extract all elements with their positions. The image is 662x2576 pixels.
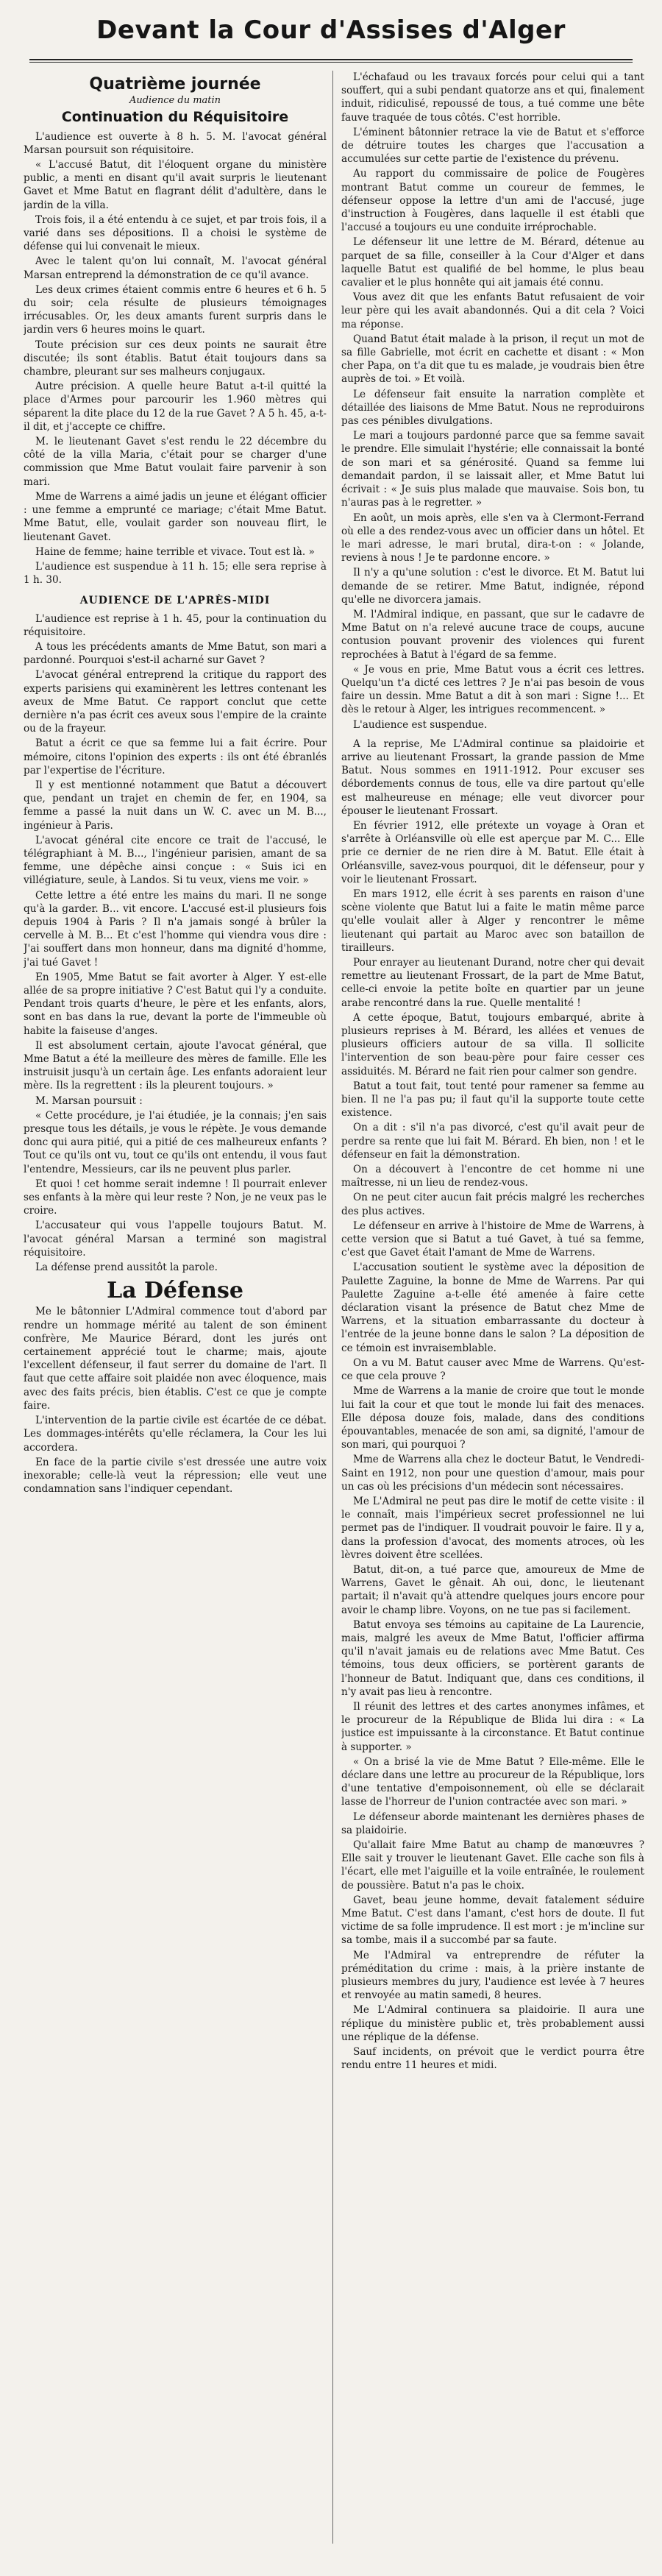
article-paragraph: L'éminent bâtonnier retrace la vie de Batut et s'efforce de détruire toutes les charges que l'accusation a accumulées sur cette partie de l'existence du prévenu.	[341, 126, 644, 166]
article-paragraph: A tous les précédents amants de Mme Batut, son mari a pardonné. Pourquoi s'est-il acharné sur Gavet ?	[24, 640, 327, 667]
column-divider	[332, 71, 333, 2544]
article-paragraph: L'audience est suspendue.	[353, 718, 488, 731]
section-banner: La Défense	[107, 1278, 243, 1304]
article-paragraph: La défense prend aussitôt la parole.	[35, 1262, 218, 1274]
article-paragraph: Me L'Admiral continuera sa plaidoirie. Il aura une réplique du ministère public et, très probablement aussi une réplique de la défense.	[341, 2004, 644, 2043]
article-paragraph: M. Marsan poursuit :	[35, 1094, 143, 1107]
article-paragraph: Le défenseur aborde maintenant les dernières phases de sa plaidoirie.	[341, 1811, 644, 1836]
article-paragraph: Qu'allait faire Mme Batut au champ de manœuvres ? Elle sait y trouver le lieutenant Gavet. Elle cache son fils à l'écart, elle met l'aiguille et la voile entraînée, le roulement de poussière. Batut n'a pas le choix.	[341, 1839, 644, 1892]
article-paragraph: M. l'Admiral indique, en passant, que sur le cadavre de Mme Batut on n'a relevé aucune trace de coups, aucune contusion pouvant provenir des violences qui furent reprochées à Batut à l'égard de sa femme.	[341, 608, 644, 661]
article-paragraph: L'accusateur qui vous l'appelle toujours Batut. M. l'avocat général Marsan a terminé son magistral réquisitoire.	[24, 1220, 327, 1259]
article-paragraph: L'avocat général cite encore ce trait de l'accusé, le télégraphiant à M. B..., l'ingénieur parisien, amant de sa femme, une dépêche ainsi conçue : « Suis ici en villégiature, seule, à Landos. Si tu veux, viens me voir. »	[24, 834, 327, 887]
article-paragraph: En février 1912, elle prétexte un voyage à Oran et s'arrête à Orléansville où elle est aperçue par M. C... Elle prie ce dernier de ne rien dire à M. Batut. Elle était à Orléansville, savez-vous pourquoi, dit le défenseur, pour y voir le lieutenant Frossart.	[341, 819, 644, 885]
article-paragraph: A cette époque, Batut, toujours embarqué, abrite à plusieurs reprises à M. Bérard, les allées et venues de plusieurs officiers autour de sa villa. Il sollicite l'intervention de son beau-père pour faire cesser ces assiduités. M. Bérard ne fait rien pour calmer son gendre.	[341, 1011, 644, 1078]
article-paragraph: Batut a écrit ce que sa femme lui a fait écrire. Pour mémoire, citons l'opinion des experts : ils ont été ébranlés par l'expertise de l'écriture.	[24, 737, 327, 776]
article-paragraph: Il y est mentionné notamment que Batut a découvert que, pendant un trajet en chemin de fer, en 1904, sa femme a passé la nuit dans un W. C. avec un M. B..., ingénieur à Paris.	[24, 779, 327, 832]
article-paragraph: On a vu M. Batut causer avec Mme de Warrens. Qu'est-ce que cela prouve ?	[341, 1356, 644, 1383]
article-paragraph: Mme de Warrens a aimé jadis un jeune et élégant officier : une femme a emprunté ce mariage; c'était Mme Batut. Mme Batut, elle, voulait garder son nouveau flirt, le lieutenant Gavet.	[24, 490, 327, 543]
article-paragraph: « Cette procédure, je l'ai étudiée, je la connais; j'en sais presque tous les détails, je vous le répète. Je vous demande donc qui aura pitié, qui a pitié de ces malheureux enfants ? Tout ce qu'ils ont vu, tout ce qu'ils ont entendu, il vous faut l'entendre, Messieurs, car ils ne peuvent plus parler.	[24, 1109, 327, 1175]
article-paragraph: Mme de Warrens alla chez le docteur Batut, le Vendredi-Saint en 1912, non pour une question d'amour, mais pour un cas où les précisions d'un médecin sont nécessaires.	[341, 1454, 644, 1493]
article-paragraph: L'audience est reprise à 1 h. 45, pour la continuation du réquisitoire.	[24, 612, 327, 638]
headline-rule-top	[29, 59, 633, 60]
article-paragraph: Mme de Warrens a la manie de croire que tout le monde lui fait la cour et que tout le monde lui fait des menaces. Elle déposa douze fois, malade, dans des conditions épouvantables, menacée de son ami, sa dignité, l'amour de son mari, qui pourquoi ?	[341, 1385, 644, 1451]
article-paragraph: Sauf incidents, on prévoit que le verdict pourra être rendu entre 11 heures et midi.	[341, 2046, 644, 2072]
article-paragraph: Il réunit des lettres et des cartes anonymes infâmes, et le procureur de la République de Blida lui dira : « La justice est impuissante à la circonstance. Et Batut continue à supporter. »	[341, 1700, 644, 1753]
right-column	[341, 71, 644, 2566]
article-paragraph: Et quoi ! cet homme serait indemne ! Il pourrait enlever ses enfants à la mère qui leur reste ? Non, je ne veux pas le croire.	[24, 1178, 327, 1217]
article-paragraph: Haine de femme; haine terrible et vivace. Tout est là. »	[35, 545, 315, 558]
article-paragraph: Vous avez dit que les enfants Batut refusaient de voir leur père qui les avait abandonnés. Qui a dit cela ? Voici ma réponse.	[341, 291, 644, 330]
section-heading: Continuation du Réquisitoire	[61, 109, 289, 126]
article-paragraph: Avec le talent qu'on lui connaît, M. l'avocat général Marsan entreprend la démonstration de ce qu'il avance.	[24, 255, 327, 281]
article-paragraph: Toute précision sur ces deux points ne saurait être discutée; ils sont établis. Batut était toujours dans sa chambre, pleurant sur ses malheurs conjugaux.	[24, 339, 327, 378]
headline-rule-bottom	[29, 62, 633, 63]
article-paragraph: L'avocat général entreprend la critique du rapport des experts parisiens qui examinèrent les lettres contenant les aveux de Mme Batut. Ce rapport conclut que cette dernière n'a pas écrit ces aveux sous l'empire de la crainte ou de la frayeur.	[24, 669, 327, 735]
article-paragraph: En 1905, Mme Batut se fait avorter à Alger. Y est-elle allée de sa propre initiative ? C'est Batut qui l'y a conduite. Pendant trois quarts d'heure, le père et les enfants, alors, sont en bas dans la rue, devant la porte de l'immeuble où habite la faiseuse d'anges.	[24, 971, 327, 1037]
article-paragraph: Il est absolument certain, ajoute l'avocat général, que Mme Batut a été la meilleure des mères de famille. Elle les instruisit jusqu'à un certain âge. Les enfants adoraient leur mère. Ils la regrettent : ils la pleurent toujours. »	[24, 1039, 327, 1092]
article-paragraph: « On a brisé la vie de Mme Batut ? Elle-même. Elle le déclare dans une lettre au procureur de la République, lors d'une tentative d'empoisonnement, où elle se déclarait lasse de l'horreur de l'union contractée avec son mari. »	[341, 1755, 644, 1808]
article-paragraph: Il n'y a qu'une solution : c'est le divorce. Et M. Batut lui demande de se retirer. Mme Batut, indignée, répond qu'elle ne divorcera jamais.	[341, 567, 644, 606]
article-paragraph: « L'accusé Batut, dit l'éloquent organe du ministère public, a menti en disant qu'il avait surpris le lieutenant Gavet et Mme Batut en flagrant délit d'adultère, dans le jardin de la villa.	[24, 159, 327, 211]
article-paragraph: Batut envoya ses témoins au capitaine de La Laurencie, mais, malgré les aveux de Mme Batut, l'officier affirma qu'il n'avait jamais eu de relations avec Mme Batut. Ces témoins, tous deux officiers, se portèrent garants de l'honneur de Batut. Indiquant que, dans ces conditions, il n'y avait pas lieu à rencontre.	[341, 1618, 644, 1698]
article-paragraph: Cette lettre a été entre les mains du mari. Il ne songe qu'à la garder. B... vit encore. L'accusé est-il plusieurs fois depuis 1904 à Paris ? Il n'a jamais songé à brûler la cervelle à M. B... Et c'est l'homme qui viendra vous dire : J'ai souffert dans mon honneur, dans ma dignité d'homme, j'ai tué Gavet !	[24, 889, 327, 969]
article-paragraph: On a découvert à l'encontre de cet homme ni une maîtresse, ni un lieu de rendez-vous.	[341, 1164, 644, 1189]
article-paragraph: L'intervention de la partie civile est écartée de ce débat. Les dommages-intérêts qu'elle réclamera, la Cour les lui accordera.	[24, 1415, 327, 1454]
article-paragraph: Le défenseur en arrive à l'histoire de Mme de Warrens, à cette version que si Batut a tué Gavet, à tué sa femme, c'est que Gavet était l'amant de Mme de Warrens.	[341, 1220, 644, 1259]
article-paragraph: « Je vous en prie, Mme Batut vous a écrit ces lettres. Quelqu'un t'a dicté ces lettres ? Je n'ai pas besoin de vous faire un dessin. Mme Batut a dit à son mari : Signe !... Et dès le retour à Alger, les intrigues recommencent. »	[341, 663, 644, 716]
article-paragraph: Au rapport du commissaire de police de Fougères montrant Batut comme un coureur de femmes, le défenseur oppose la lettre d'un ami de l'accusé, juge d'instruction à Fougères, dans laquelle il est établi que l'accusé a toujours eu une conduite irréprochable.	[341, 168, 644, 234]
article-paragraph: Quand Batut était malade à la prison, il reçut un mot de sa fille Gabrielle, mot écrit en cachette et disant : « Mon cher Papa, on t'a dit que tu es malade, je voudrais bien être auprès de toi. » Et voilà.	[341, 333, 644, 386]
article-paragraph: En face de la partie civile s'est dressée une autre voix inexorable; celle-là veut la répression; elle veut une condamnation sans l'indiquer cependant.	[24, 1456, 327, 1496]
page-headline: Devant la Cour d'Assises d'Alger	[96, 15, 566, 45]
article-paragraph: L'audience est ouverte à 8 h. 5. M. l'avocat général Marsan poursuit son réquisitoire.	[24, 130, 327, 156]
article-paragraph: Me l'Admiral va entreprendre de réfuter la préméditation du crime : mais, à la prière instante de plusieurs membres du jury, l'audience est levée à 7 heures et renvoyée au matin samedi, 8 heures.	[341, 1949, 644, 2002]
article-paragraph: Me le bâtonnier L'Admiral commence tout d'abord par rendre un hommage mérité au talent de son éminent confrère, Me Maurice Bérard, dont les jurés ont certainement apprécié tout le charme; mais, ajoute l'excellent défenseur, il faut serrer du domaine de l'art. Il faut que cette affaire soit plaidée non avec éloquence, mais avec des faits précis, bien établis. C'est ce que je compte faire.	[24, 1306, 327, 1412]
section-subheading: AUDIENCE DE L'APRÈS-MIDI	[79, 595, 271, 607]
section-title: Quatrième journée	[89, 75, 261, 93]
article-paragraph: L'échafaud ou les travaux forcés pour celui qui a tant souffert, qui a subi pendant quatorze ans et qui, finalement induit, ridiculisé, repoussé de tous, a tué comme une bête fauve traquée de tous côtés. C'est horrible.	[341, 71, 644, 124]
article-paragraph: Batut a tout fait, tout tenté pour ramener sa femme au bien. Il ne l'a pas pu; il faut qu'il la supporte toute cette existence.	[341, 1080, 644, 1119]
article-paragraph: L'audience est suspendue à 11 h. 15; elle sera reprise à 1 h. 30.	[24, 560, 327, 587]
article-paragraph: Pour enrayer au lieutenant Durand, notre cher qui devait remettre au lieutenant Frossart, de la part de Mme Batut, celle-ci envoie la petite boîte en quartier par un jeune arabe rencontré dans la rue. Quelle mentalité !	[341, 957, 644, 1009]
section-subtitle: Audience du matin	[129, 95, 221, 107]
article-paragraph: Le défenseur lit une lettre de M. Bérard, détenue au parquet de sa fille, conseiller à la Cour d'Alger et dans laquelle Batut est qualifié de bel homme, le plus beau cavalier et le plus honnête qui ait jamais été connu.	[341, 236, 644, 289]
article-paragraph: Me L'Admiral ne peut pas dire le motif de cette visite : il le connaît, mais l'impérieux secret professionnel ne lui permet pas de l'indiquer. Il voudrait pouvoir le faire. Il y a, dans la profession d'avocat, des moments atroces, où les lèvres doivent être scellées.	[341, 1495, 644, 1561]
left-column	[24, 71, 327, 2566]
article-paragraph: A la reprise, Me L'Admiral continue sa plaidoirie et arrive au lieutenant Frossart, la grande passion de Mme Batut. Nous sommes en 1911-1912. Pour excuser ses débordements connus de tous, elle va dire partout qu'elle est malheureuse en ménage; elle veut divorcer pour épouser le lieutenant Frossart.	[341, 737, 644, 817]
article-paragraph: On ne peut citer aucun fait précis malgré les recherches des plus actives.	[341, 1192, 644, 1217]
article-paragraph: Le mari a toujours pardonné parce que sa femme savait le prendre. Elle simulait l'hystérie; elle connaissait la bonté de son mari et sa générosité. Quand sa femme lui demandait pardon, il se laissait aller, et Mme Batut lui écrivait : « Je suis plus malade que mauvaise. Sois bon, tu n'auras pas à le regretter. »	[341, 430, 644, 509]
article-paragraph: Gavet, beau jeune homme, devait fatalement séduire Mme Batut. C'est dans l'amant, c'est hors de doute. Il fut victime de sa folle imprudence. Il est mort : je m'incline sur sa tombe, mais il a succombé par sa faute.	[341, 1894, 644, 1947]
article-paragraph: Le défenseur fait ensuite la narration complète et détaillée des liaisons de Mme Batut. Nous ne reproduirons pas ces pénibles divulgations.	[341, 388, 644, 428]
article-paragraph: En août, un mois après, elle s'en va à Clermont-Ferrand où elle a des rendez-vous avec un officier dans un hôtel. Et le mari adresse, le mari brutal, dira-t-on : « Jolande, reviens à nous ! Je te pardonne encore. »	[341, 512, 644, 565]
article-paragraph: Trois fois, il a été entendu à ce sujet, et par trois fois, il a varié dans ses dépositions. Il a choisi le système de défense qui lui convenait le mieux.	[24, 213, 327, 253]
article-paragraph: En mars 1912, elle écrit à ses parents en raison d'une scène violente que Batut lui a faite le matin même parce qu'elle voulait aller à Alger y rencontrer le même lieutenant qui partait au Maroc avec son bataillon de tirailleurs.	[341, 888, 644, 954]
article-paragraph: M. le lieutenant Gavet s'est rendu le 22 décembre du côté de la villa Maria, c'était pour se charger d'une commission que Mme Batut voulait faire parvenir à son mari.	[24, 436, 327, 488]
article-paragraph: Les deux crimes étaient commis entre 6 heures et 6 h. 5 du soir; cela résulte de plusieurs témoignages irrécusables. Or, les deux amants furent surpris dans le jardin vers 6 heures moins le quart.	[24, 283, 327, 336]
article-paragraph: On a dit : s'il n'a pas divorcé, c'est qu'il avait peur de perdre sa rente que lui fait M. Bérard. Eh bien, non ! et le défenseur en fait la démonstration.	[341, 1122, 644, 1161]
article-paragraph: Autre précision. A quelle heure Batut a-t-il quitté la place d'Armes pour parcourir les 1.960 mètres qui séparent la dite place du 12 de la rue Gavet ? A 5 h. 45, a-t-il dit, et j'accepte ce chiffre.	[24, 381, 327, 433]
article-paragraph: Batut, dit-on, a tué parce que, amoureux de Mme de Warrens, Gavet le gênait. Ah oui, donc, le lieutenant partait; il n'avait qu'à attendre quelques jours encore pour avoir le champ libre. Voyons, on ne tue pas si facilement.	[341, 1563, 644, 1616]
article-paragraph: L'accusation soutient le système avec la déposition de Paulette Zaguine, la bonne de Mme de Warrens. Par qui Paulette Zaguine a-t-elle été amenée à faire cette déclaration visant la présence de Batut chez Mme de Warrens, et la situation embarrassante du docteur à l'entrée de la jeune bonne dans le salon ? La déposition de ce témoin est invraisemblable.	[341, 1262, 644, 1354]
